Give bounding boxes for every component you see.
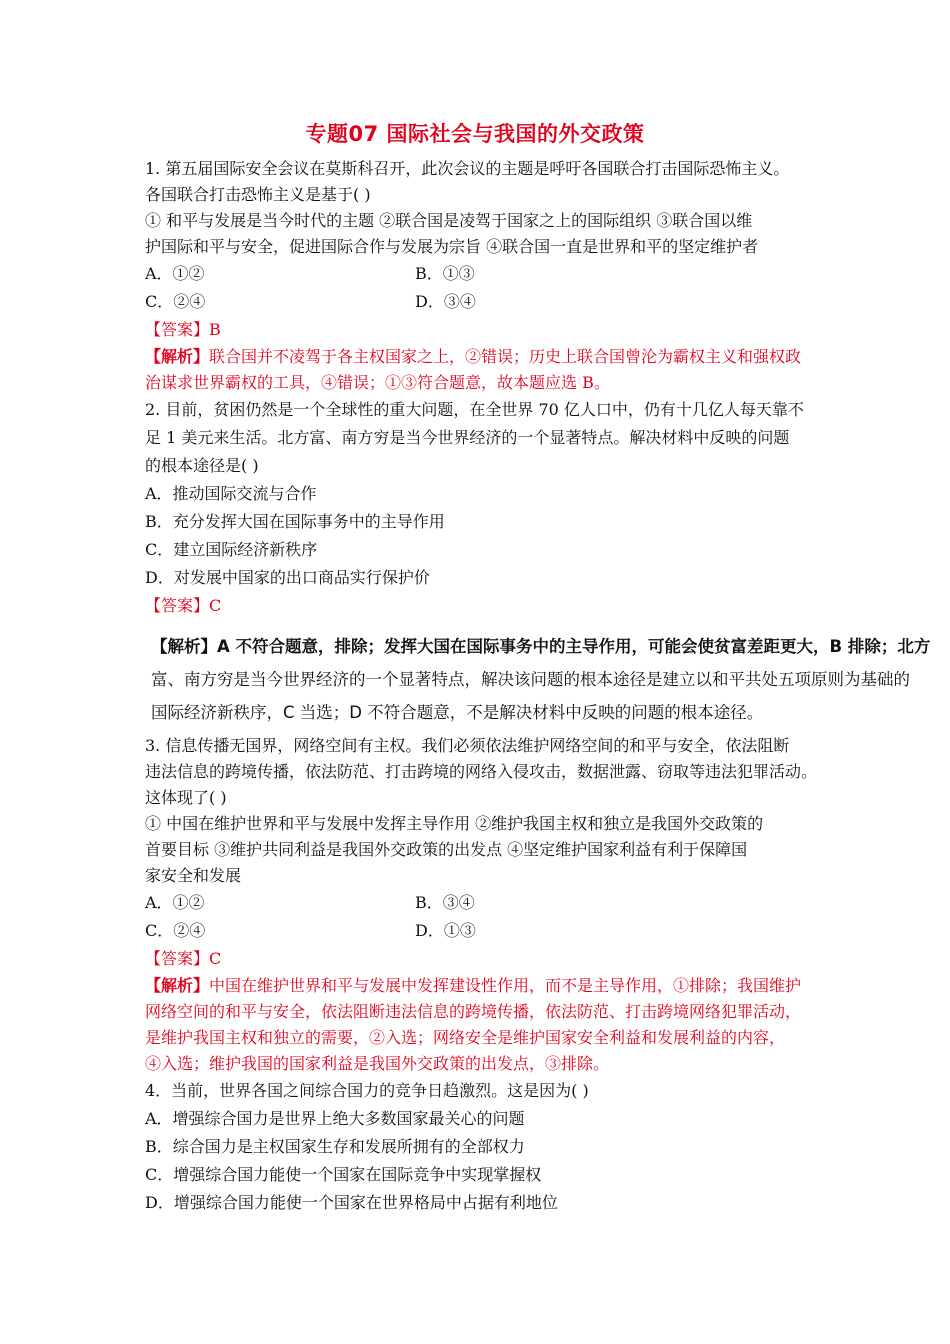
option-b: B．③④ <box>415 893 475 912</box>
analysis-line: 是维护我国主权和独立的需要，②入选；网络安全是维护国家安全利益和发展利益的内容， <box>145 1028 786 1047</box>
option-c: C．②④ <box>145 292 206 311</box>
option-a: A．推动国际交流与合作 <box>145 484 317 503</box>
option-d: D．①③ <box>415 921 476 940</box>
option-row <box>145 917 825 945</box>
question-1 <box>145 156 825 396</box>
analysis-text: 中国在维护世界和平与发展中发挥建设性作用，而不是主导作用，①排除；我国维护 <box>209 976 802 995</box>
question-text-line: 的根本途径是( ) <box>145 456 259 475</box>
question-3 <box>145 733 825 1077</box>
question-text-line: 首要目标 ③维护共同利益是我国外交政策的出发点 ④坚定维护国家利益有利于保障国 <box>145 840 748 859</box>
question-text-line: 3. 信息传播无国界，网络空间有主权。我们必须依法维护网络空间的和平与安全，依法阻断 <box>145 736 790 755</box>
analysis-line: 国际经济新秩序，C 当选；D 不符合题意，不是解决材料中反映的问题的根本途径。 <box>151 703 764 722</box>
option-b: B．充分发挥大国在国际事务中的主导作用 <box>145 512 445 531</box>
question-text-line: 4．当前，世界各国之间综合国力的竞争日趋激烈。这是因为( ) <box>145 1081 589 1100</box>
option-a: A．①② <box>145 264 205 283</box>
question-text-line: 护国际和平与安全，促进国际合作与发展为宗旨 ④联合国一直是世界和平的坚定维护者 <box>145 237 759 256</box>
analysis-text: 联合国并不凌驾于各主权国家之上，②错误；历史上联合国曾沦为霸权主义和强权政 <box>209 347 802 366</box>
answer-label: 【答案】C <box>145 949 222 968</box>
option-b: B．综合国力是主权国家生存和发展所拥有的全部权力 <box>145 1137 525 1156</box>
document-title: 专题07 国际社会与我国的外交政策 <box>305 122 645 146</box>
option-a: A．①② <box>145 893 205 912</box>
analysis-line: 富、南方穷是当今世界经济的一个显著特点，解决该问题的根本途径是建立以和平共处五项原则为基础的 <box>151 670 910 689</box>
analysis-label: 【解析】 <box>145 976 210 995</box>
analysis-line: 网络空间的和平与安全，依法阻断违法信息的跨境传播，依法防范、打击跨境网络犯罪活动， <box>145 1002 802 1021</box>
questions-body <box>145 156 931 1217</box>
option-row <box>145 260 825 288</box>
option-b: B．①③ <box>415 264 475 283</box>
analysis-line: ④入选；维护我国的国家利益是我国外交政策的出发点，③排除。 <box>145 1054 610 1073</box>
question-text-line: 2. 目前，贫困仍然是一个全球性的重大问题，在全世界 70 亿人口中，仍有十几亿人每天靠不 <box>145 400 804 419</box>
option-c: C．②④ <box>145 921 206 940</box>
analysis-line <box>145 973 825 999</box>
option-d: D．增强综合国力能使一个国家在世界格局中占据有利地位 <box>145 1193 558 1212</box>
question-text-line: 1. 第五届国际安全会议在莫斯科召开，此次会议的主题是呼吁各国联合打击国际恐怖主义。 <box>145 159 790 178</box>
answer-label: 【答案】B <box>145 320 221 339</box>
question-text-line: 各国联合打击恐怖主义是基于( ) <box>145 185 371 204</box>
question-4 <box>145 1077 825 1217</box>
option-d: D．③④ <box>415 292 476 311</box>
analysis-line <box>145 344 825 370</box>
analysis-line: 治谋求世界霸权的工具，④错误；①③符合题意，故本题应选 B。 <box>145 373 610 392</box>
option-d: D．对发展中国家的出口商品实行保护价 <box>145 568 430 587</box>
analysis-label: 【解析】 <box>145 347 210 366</box>
question-text-line: ① 中国在维护世界和平与发展中发挥主导作用 ②维护我国主权和独立是我国外交政策的 <box>145 814 764 833</box>
option-c: C．建立国际经济新秩序 <box>145 540 318 559</box>
question-text-line: 这体现了( ) <box>145 788 227 807</box>
option-c: C．增强综合国力能使一个国家在国际竞争中实现掌握权 <box>145 1165 542 1184</box>
option-row <box>145 288 825 316</box>
analysis-line: 【解析】A 不符合题意，排除；发挥大国在国际事务中的主导作用，可能会使贫富差距更大，B 排除；北方 <box>151 637 931 656</box>
option-a: A．增强综合国力是世界上绝大多数国家最关心的问题 <box>145 1109 525 1128</box>
question-2 <box>145 396 931 729</box>
answer-label: 【答案】C <box>145 596 222 615</box>
question-text-line: 违法信息的跨境传播，依法防范、打击跨境的网络入侵攻击，数据泄露、窃取等违法犯罪活动。 <box>145 762 818 781</box>
question-text-line: 家安全和发展 <box>145 866 242 885</box>
question-text-line: ① 和平与发展是当今时代的主题 ②联合国是凌驾于国家之上的国际组织 ③联合国以维 <box>145 211 753 230</box>
option-row <box>145 889 825 917</box>
question-text-line: 足 1 美元来生活。北方富、南方穷是当今世界经济的一个显著特点。解决材料中反映的问题 <box>145 428 790 447</box>
